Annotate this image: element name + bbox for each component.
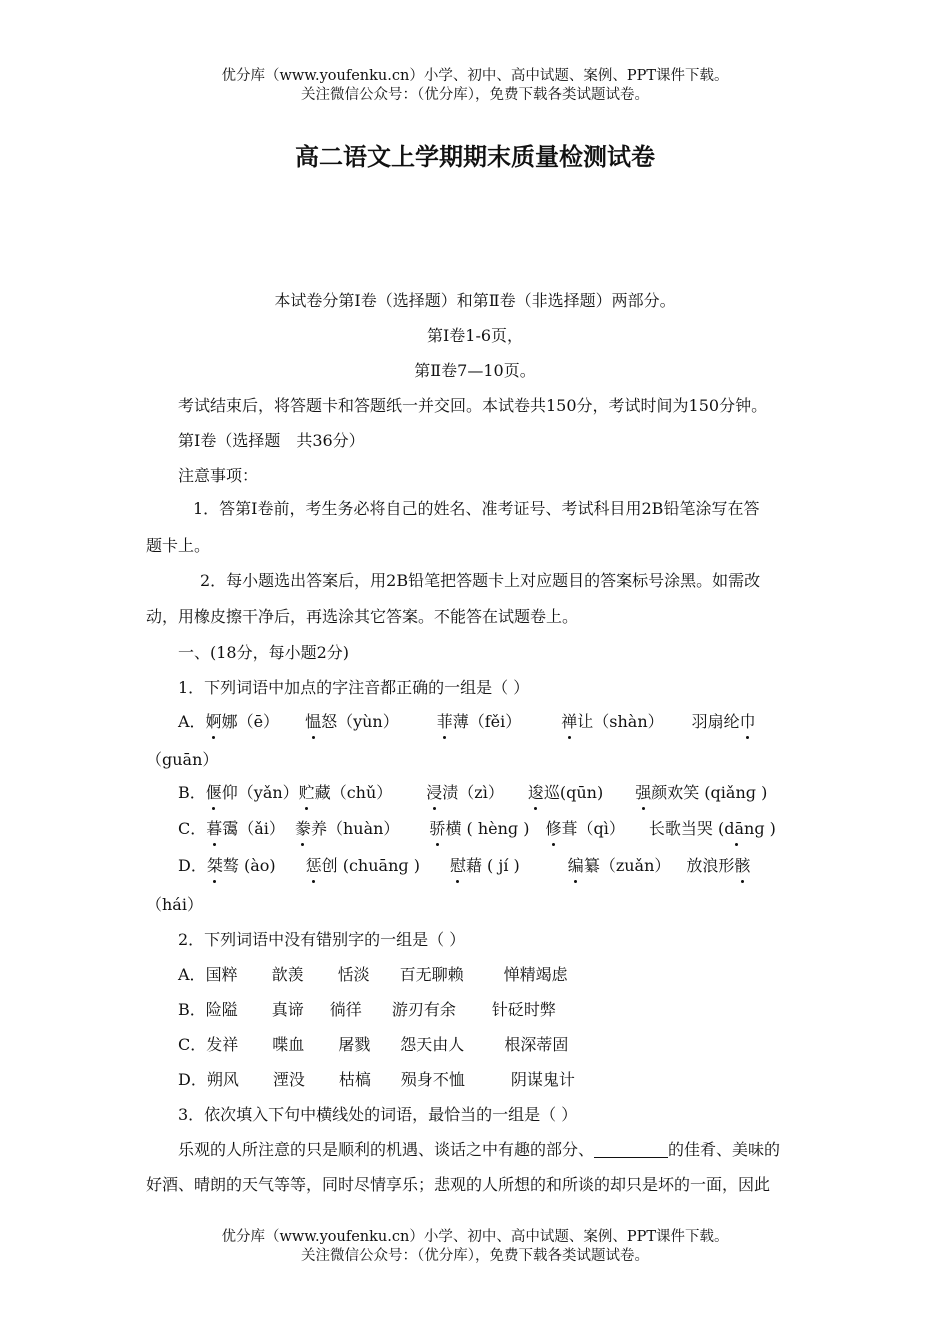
word: 百无聊赖 [399,965,464,984]
word-rest: 仰（yǎn） [221,783,299,802]
page-header [0,67,950,105]
word: 殒身不恤 [400,1070,465,1089]
q2-option-d [178,1069,575,1091]
word-rest: 藏（chǔ） [314,783,393,802]
note-1-line-1: 1．答第Ⅰ卷前，考生务必将自己的姓名、准考证号、考试科目用2B铅笔涂写在答 [193,499,760,518]
dotted-char: 暮 [206,819,223,838]
word: 国粹 [205,965,238,984]
option-letter: B． [178,1000,206,1019]
dotted-char: 哭 (dānɡ ) [696,819,776,838]
dotted-char: 逡 [527,783,544,802]
dotted-char: 浸 [426,783,443,802]
word: 喋血 [272,1035,305,1054]
word-rest: 放浪形 [686,856,735,875]
q1-option-a-cont: （guān） [146,750,219,769]
q2-option-b [178,999,556,1021]
word: 朔风 [206,1070,239,1089]
dotted-char: 桀 [206,856,223,875]
q3-stem: 3．依次填入下句中横线处的词语，最恰当的一组是（ ） [178,1105,578,1124]
word: 屠戮 [338,1035,371,1054]
note-1-line-2: 题卡上。 [146,536,211,555]
q2-option-c [178,1034,568,1056]
word: 恬淡 [337,965,370,984]
q3-passage-line-1 [178,1139,780,1161]
note-2-line-2: 动，用橡皮擦干净后，再选涂其它答案。不能答在试题卷上。 [146,607,579,626]
option-letter: D． [178,856,207,875]
q1-option-c [178,818,776,840]
dotted-char: 偃 [205,783,222,802]
word: 枯槁 [338,1070,371,1089]
dotted-char: 骸 [734,856,751,875]
word: 游刃有余 [391,1000,456,1019]
word-rest: 让（shàn） [577,712,664,731]
q1-option-b [178,782,767,804]
dotted-char: 禅 [561,712,578,731]
page-footer [0,1228,950,1266]
dotted-char: 慰 [449,856,466,875]
word-rest: 横 ( hènɡ ) [445,819,530,838]
intro-line-3: 第Ⅱ卷7—10页。 [414,361,536,380]
dotted-char: 豢 [294,819,311,838]
word-rest: 渍（zì） [442,783,504,802]
q2-option-a [178,964,568,986]
intro-line-2: 第Ⅰ卷1-6页， [426,326,524,345]
word-rest: 怒（yùn） [321,712,399,731]
word-rest: 藉 ( jí ) [465,856,520,875]
option-letter: C． [178,819,207,838]
q1-option-a [178,711,756,733]
q1-option-d-cont: （hái） [146,895,203,914]
dotted-char: 菲 [436,712,453,731]
word-rest: 骜 (ào) [222,856,276,875]
word: 徜徉 [329,1000,362,1019]
word: 惮精竭虑 [503,965,568,984]
footer-line-1: 优分库（www.youfenku.cn）小学、初中、高中试题、案例、PPT课件下载。 [221,1229,729,1245]
q1-option-d [178,855,750,877]
section-1-heading: 一、(18分，每小题2分) [178,643,350,662]
fill-in-blank [594,1141,668,1158]
option-letter: C． [178,1035,207,1054]
passage-text: 的佳肴、美味的 [668,1140,781,1159]
intro-line-1: 本试卷分第Ⅰ卷（选择题）和第Ⅱ卷（非选择题）两部分。 [274,291,676,310]
dotted-char: 愠 [305,712,322,731]
word: 湮没 [272,1070,305,1089]
intro-line-4: 考试结束后，将答题卡和答题纸一并交回。本试卷共150分，考试时间为150分钟。 [178,396,768,415]
word-rest: 薄（fěi） [452,712,522,731]
dotted-char: 巾 [739,712,756,731]
word-rest: 长歌当 [648,819,697,838]
intro-line-6: 注意事项： [178,466,259,485]
word: 真谛 [271,1000,304,1019]
header-line-2: 关注微信公众号：（优分库），免费下载各类试题试卷。 [301,87,649,103]
word-rest: 养（huàn） [310,819,400,838]
dotted-char: 骄 [429,819,446,838]
option-letter: B． [178,783,206,802]
dotted-char: 贮 [298,783,315,802]
option-letter: D． [178,1070,207,1089]
word: 歆羡 [271,965,304,984]
word-rest: 娜（ē） [221,712,280,731]
dotted-char: 强 [635,783,652,802]
dotted-char: 惩 [305,856,322,875]
word-rest: 葺（qì） [561,819,625,838]
word-rest: 纂（zuǎn） [583,856,671,875]
word: 针砭时弊 [491,1000,556,1019]
footer-line-2: 关注微信公众号：（优分库），免费下载各类试题试卷。 [301,1248,649,1264]
word: 根深蒂固 [504,1035,569,1054]
passage-text: 乐观的人所注意的只是顺利的机遇、谈话之中有趣的部分、 [178,1140,595,1159]
word-rest: 羽扇纶 [691,712,740,731]
word-rest: 颜欢笑 (qiǎnɡ ) [651,783,768,802]
option-letter: A． [178,712,206,731]
word-rest: 巡(qūn) [543,783,604,802]
header-line-1: 优分库（www.youfenku.cn）小学、初中、高中试题、案例、PPT课件下载。 [221,68,729,84]
word-rest: 霭（ǎi） [222,819,285,838]
q3-passage-line-2: 好酒、晴朗的天气等等，同时尽情享乐；悲观的人所想的和所谈的却只是坏的一面，因此 [146,1175,771,1194]
word: 阴谋鬼计 [510,1070,575,1089]
q2-stem: 2．下列词语中没有错别字的一组是（ ） [178,930,466,949]
dotted-char: 修 [545,819,562,838]
word-rest: 创 (chuānɡ ) [321,856,420,875]
page-title: 高二语文上学期期末质量检测试卷 [295,143,655,171]
word: 险隘 [205,1000,238,1019]
note-2-line-1: 2．每小题选出答案后，用2B铅笔把答题卡上对应题目的答案标号涂黑。如需改 [200,571,761,590]
dotted-char: 编 [567,856,584,875]
q1-stem: 1．下列词语中加点的字注音都正确的一组是（ ） [178,678,530,697]
intro-line-5: 第Ⅰ卷（选择题 共36分） [178,431,365,450]
word: 怨天由人 [400,1035,465,1054]
dotted-char: 婀 [205,712,222,731]
word: 发祥 [206,1035,239,1054]
option-letter: A． [178,965,206,984]
